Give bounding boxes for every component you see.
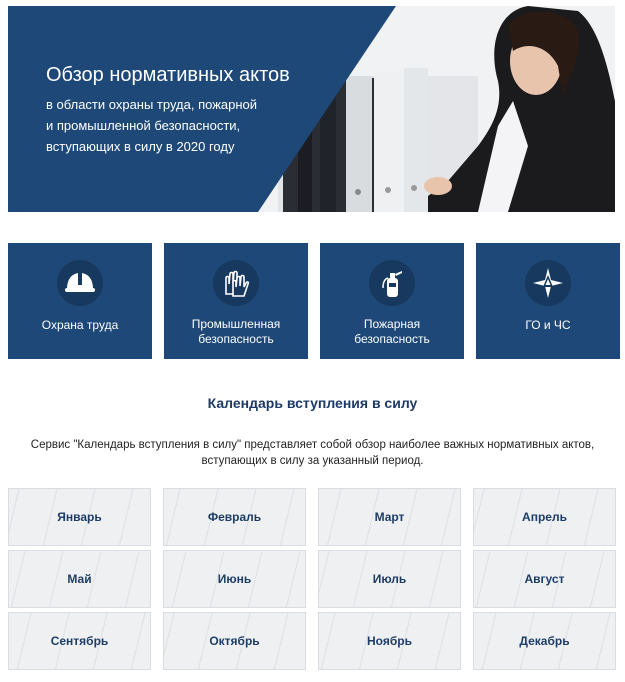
- month-label: Февраль: [207, 510, 262, 524]
- category-tiles: [8, 243, 615, 359]
- month-tile-june[interactable]: [163, 550, 306, 608]
- category-label: Пожарная безопасность: [354, 317, 430, 346]
- month-tile-november[interactable]: [318, 612, 461, 670]
- month-tile-april[interactable]: [473, 488, 616, 546]
- month-tile-october[interactable]: [163, 612, 306, 670]
- month-tile-december[interactable]: [473, 612, 616, 670]
- month-grid: [8, 488, 615, 674]
- calendar-description: Сервис "Календарь вступления в силу" представляет собой обзор наиболее важных нормативных актов, вступающих в силу за указанный период.: [30, 439, 595, 467]
- month-tile-september[interactable]: [8, 612, 151, 670]
- category-tile-fire-safety[interactable]: [320, 243, 464, 359]
- month-label: Январь: [57, 510, 102, 524]
- month-label: Март: [374, 510, 405, 524]
- category-label: ГО и ЧС: [525, 318, 571, 332]
- calendar-title: Календарь вступления в силу: [207, 395, 418, 411]
- civil-defense-star-icon: [525, 260, 571, 306]
- category-tile-labor-safety[interactable]: [8, 243, 152, 359]
- hard-hat-icon: [57, 260, 103, 306]
- month-label: Апрель: [522, 510, 567, 524]
- month-label: Октябрь: [209, 634, 260, 648]
- banner-title: Обзор нормативных актов: [46, 64, 290, 86]
- hero-banner[interactable]: [8, 6, 615, 212]
- gloves-icon: [213, 260, 259, 306]
- month-label: Июль: [372, 572, 407, 586]
- month-label: Май: [67, 572, 92, 586]
- month-tile-may[interactable]: [8, 550, 151, 608]
- month-label: Ноябрь: [367, 634, 412, 648]
- month-label: Август: [524, 572, 565, 586]
- month-label: Сентябрь: [50, 634, 109, 648]
- category-tile-civil-defense[interactable]: [476, 243, 620, 359]
- month-tile-july[interactable]: [318, 550, 461, 608]
- month-label: Июнь: [217, 572, 252, 586]
- month-tile-august[interactable]: [473, 550, 616, 608]
- month-tile-february[interactable]: [163, 488, 306, 546]
- month-tile-march[interactable]: [318, 488, 461, 546]
- category-label: Охрана труда: [41, 318, 119, 332]
- fire-extinguisher-icon: [369, 260, 415, 306]
- month-tile-january[interactable]: [8, 488, 151, 546]
- category-tile-industrial-safety[interactable]: [164, 243, 308, 359]
- category-label: Промышленная безопасность: [191, 317, 281, 346]
- banner-subtitle: в области охраны труда, пожарной и промышленной безопасности, вступающих в силу в 2020 году: [46, 97, 258, 154]
- month-label: Декабрь: [519, 634, 570, 648]
